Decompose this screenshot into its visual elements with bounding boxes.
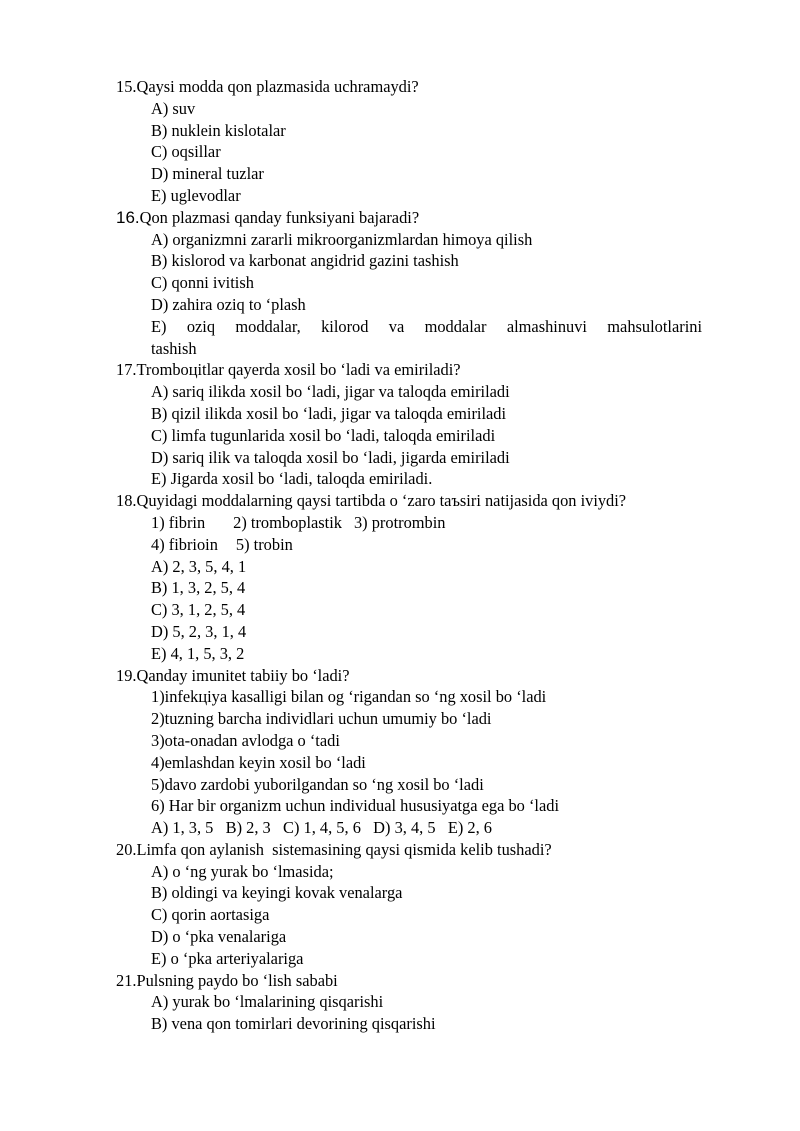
q18-option-e: E) 4, 1, 5, 3, 2	[151, 643, 245, 663]
question-21: 21.Pulsning paydo bo ‘lish sababi	[116, 970, 338, 990]
q19-item-2: 2)tuzning barcha individlari uchun umumiy bo ‘ladi	[151, 709, 492, 729]
q19-item-4: 4)emlashdan keyin xosil bo ‘ladi	[151, 752, 366, 772]
q18-option-c: C) 3, 1, 2, 5, 4	[151, 600, 246, 620]
question-16-text: Qon plazmasi qanday funksiyani bajaradi?	[139, 207, 420, 227]
q19-item-5: 5)davo zardobi yuborilgandan so ‘ng xosil bo ‘ladi	[151, 774, 484, 794]
question-16	[116, 207, 702, 229]
question-19: 19.Qanday imunitet tabiiy bo ‘ladi?	[116, 665, 350, 685]
test-document	[116, 76, 702, 1035]
q16-option-b: B) kislorod va karbonat angidrid gazini tashish	[151, 251, 459, 271]
q16-option-c: C) qonni ivitish	[151, 273, 254, 293]
q16-option-a: A) organizmni zararli mikroorganizmlardan himoya qilish	[151, 229, 533, 249]
q20-option-b: B) oldingi va keyingi kovak venalarga	[151, 883, 403, 903]
q18-option-d: D) 5, 2, 3, 1, 4	[151, 621, 247, 641]
q16-option-d: D) zahira oziq to ‘plash	[151, 294, 306, 314]
question-16-number: 16.	[116, 207, 140, 227]
q19-item-6: 6) Har bir organizm uchun individual hususiyatga ega bo ‘ladi	[151, 796, 559, 816]
q15-option-b: B) nuklein kislotalar	[151, 120, 286, 140]
q18-items-row-2	[116, 534, 702, 556]
q18-item-1: 1) fibrin	[151, 512, 206, 532]
q20-option-e: E) o ‘pka arteriyalariga	[151, 948, 304, 968]
q16-option-e-continued: tashish	[151, 338, 197, 358]
q18-item-4: 4) fibrioin	[151, 534, 218, 554]
q15-option-c: C) oqsillar	[151, 142, 221, 162]
q18-item-5: 5) trobin	[235, 534, 293, 554]
q16-option-e: E) oziq moddalar, kilorod va moddalar almashinuvi mahsulotlarini	[151, 316, 702, 336]
q17-option-e: E) Jigarda xosil bo ‘ladi, taloqda emiriladi.	[151, 469, 433, 489]
q17-option-a: A) sariq ilikda xosil bo ‘ladi, jigar va taloqda emiriladi	[151, 382, 510, 402]
q21-option-b: B) vena qon tomirlari devorining qisqarishi	[151, 1014, 436, 1034]
q19-item-3: 3)ota-onadan avlodga o ‘tadi	[151, 730, 340, 750]
q15-option-e: E) uglevodlar	[151, 185, 241, 205]
q18-item-3: 3) protrombin	[353, 512, 446, 532]
question-20: 20.Limfa qon aylanish sistemasining qaysi qismida kelib tushadi?	[116, 839, 552, 859]
question-15: 15.Qaysi modda qon plazmasida uchramaydi?	[116, 77, 419, 96]
q20-option-a: A) o ‘ng yurak bo ‘lmasida;	[151, 861, 334, 881]
q17-option-c: C) limfa tugunlarida xosil bo ‘ladi, taloqda emiriladi	[151, 425, 496, 445]
q20-option-d: D) o ‘pka venalariga	[151, 927, 287, 947]
q21-option-a: A) yurak bo ‘lmalarining qisqarishi	[151, 992, 384, 1012]
question-18: 18.Quyidagi moddalarning qaysi tartibda o ‘zaro taъsiri natijasida qon iviydi?	[116, 491, 627, 511]
q18-item-2: 2) tromboplastik	[233, 512, 342, 532]
q15-option-a: A) suv	[151, 98, 196, 118]
q18-option-b: B) 1, 3, 2, 5, 4	[151, 578, 246, 598]
q18-option-a: A) 2, 3, 5, 4, 1	[151, 556, 247, 576]
q19-item-1: 1)infekцiya kasalligi bilan og ‘rigandan so ‘ng xosil bo ‘ladi	[151, 687, 547, 707]
q19-options: A) 1, 3, 5 B) 2, 3 C) 1, 4, 5, 6 D) 3, 4, 5 E) 2, 6	[151, 818, 492, 838]
q15-option-d: D) mineral tuzlar	[151, 164, 264, 184]
q17-option-b: B) qizil ilikda xosil bo ‘ladi, jigar va taloqda emiriladi	[151, 403, 507, 423]
q20-option-c: C) qorin aortasiga	[151, 905, 270, 925]
q18-items-row-1	[116, 512, 702, 534]
q17-option-d: D) sariq ilik va taloqda xosil bo ‘ladi, jigarda emiriladi	[151, 447, 510, 467]
question-17: 17.Tromboцitlar qayerda xosil bo ‘ladi va emiriladi?	[116, 360, 461, 380]
